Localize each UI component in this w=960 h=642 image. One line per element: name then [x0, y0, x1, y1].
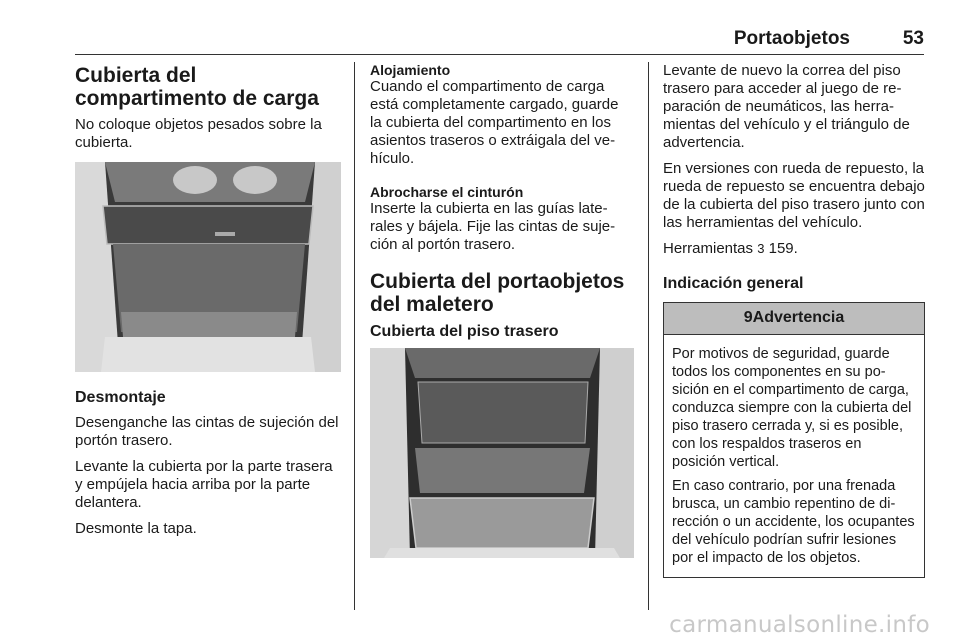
fasten-heading: Abrocharse el cinturón: [370, 184, 524, 200]
watermark: carmanualsonline.info: [669, 612, 930, 638]
warning-title: Advertencia: [752, 309, 845, 326]
column-divider: [354, 62, 355, 610]
warning-box: [663, 302, 925, 578]
warning-triangle-icon: 9: [743, 309, 753, 326]
column-1: [75, 62, 341, 546]
warning-paragraph-2: En caso contrario, por una frenada brusca, un cambio repentino de dirección o un accidente, los ocupantes del vehículo podrían sufrir lesiones por el impacto de los objetos.: [672, 478, 915, 566]
tools-reference: [663, 240, 925, 258]
cargo-cover-photo: [75, 162, 341, 372]
column-3: [663, 62, 925, 578]
general-note-heading: Indicación general: [663, 275, 804, 292]
floor-cover-illustration: [370, 348, 634, 558]
page-ref-arrow-icon: 3: [757, 241, 765, 256]
floor-cover-photo: [370, 348, 634, 558]
page-number: 53: [902, 28, 924, 49]
warning-header: [664, 303, 924, 335]
spare-wheel-paragraph: En versiones con rueda de repuesto, la rueda de repuesto se encuentra debajo de la cubierta del piso trasero junto con las herramientas del vehículo.: [663, 160, 925, 231]
header-rule: [75, 54, 924, 55]
removal-step-1: Desenganche las cintas de sujeción del portón trasero.: [75, 414, 339, 449]
column-2: [370, 62, 634, 558]
fasten-paragraph: Inserte la cubierta en las guías laterales y bájela. Fije las cintas de sujeción al portón trasero.: [370, 200, 616, 253]
column-divider: [648, 62, 649, 610]
intro-paragraph: No coloque objetos pesados sobre la cubierta.: [75, 116, 322, 151]
tools-reference-label: Herramientas: [663, 240, 754, 257]
warning-body: [664, 335, 924, 577]
section-heading-trunk-cover: Cubierta del portaobjetos del maletero: [370, 270, 625, 316]
floor-cover-heading: Cubierta del piso trasero: [370, 323, 559, 340]
floor-strap-paragraph: Levante de nuevo la correa del piso trasero para acceder al juego de reparación de neumáticos, las herramientas del vehículo y el triángulo de advertencia.: [663, 62, 910, 151]
tools-reference-page[interactable]: 159.: [768, 240, 798, 257]
removal-step-3: Desmonte la tapa.: [75, 520, 197, 537]
removal-heading: Desmontaje: [75, 389, 166, 406]
header-title: Portaobjetos: [733, 28, 850, 49]
cargo-cover-illustration: [75, 162, 341, 372]
section-heading-cargo-cover: Cubierta del compartimento de carga: [75, 64, 319, 110]
removal-step-2: Levante la cubierta por la parte trasera y empújela hacia arriba por la parte delantera.: [75, 458, 333, 511]
stow-paragraph: Cuando el compartimento de carga está completamente cargado, guarde la cubierta del compartimento en los asientos traseros o extráigala del vehículo.: [370, 78, 619, 167]
warning-paragraph-1: Por motivos de seguridad, guarde todos los componentes en su posición en el compartimento de carga, conduzca siempre con la cubierta del piso trasero cerrada y, si es posible, con los respaldos traseros en posición vertical.: [672, 346, 912, 470]
stow-heading: Alojamiento: [370, 62, 451, 78]
